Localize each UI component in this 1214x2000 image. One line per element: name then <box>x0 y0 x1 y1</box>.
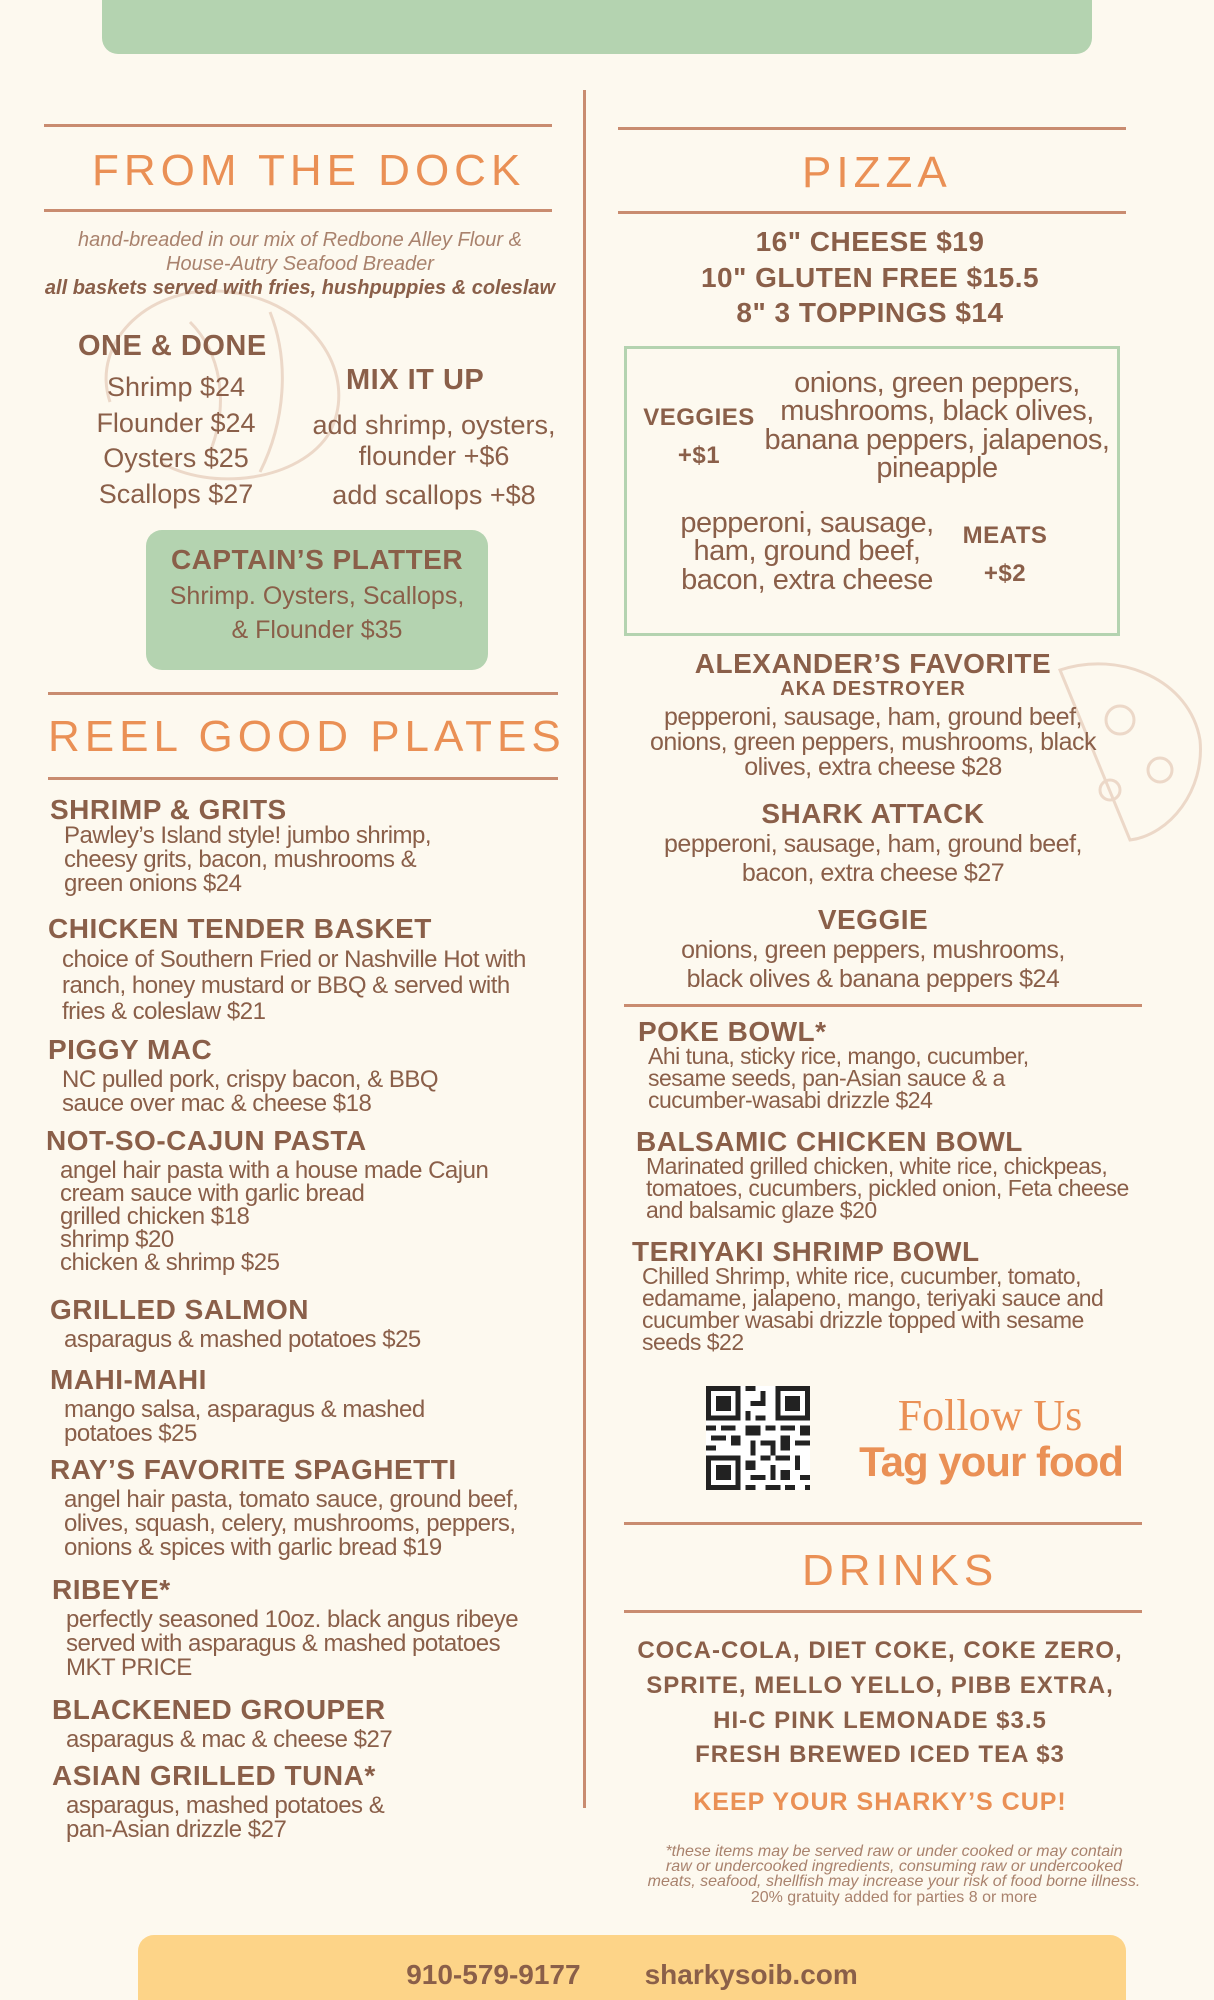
mix-it-up-heading: MIX IT UP <box>346 364 485 396</box>
bowl-line: tomatoes, cucumbers, pickled onion, Feta cheese <box>646 1174 1129 1201</box>
captains-platter-card <box>146 530 488 670</box>
pizza-top-rule <box>618 127 1126 130</box>
item-desc-line: asparagus & mashed potatoes $25 <box>64 1326 421 1353</box>
item-name: NOT-SO-CAJUN PASTA <box>46 1125 367 1156</box>
bowl-line: edamame, jalapeno, mango, teriyaki sauce and <box>642 1284 1104 1311</box>
special-sub: AKA DESTROYER <box>780 678 966 700</box>
disclaimer-line: meats, seafood, shellfish may increase your risk of food borne illness. <box>647 1873 1141 1891</box>
drinks-list <box>610 1634 1150 1773</box>
drinks-line: HI-C PINK LEMONADE $3.5 <box>713 1706 1047 1734</box>
bowl-line: Ahi tuna, sticky rice, mango, cucumber, <box>648 1043 1029 1069</box>
special-line: pepperoni, sausage, ham, ground beef, <box>664 830 1082 858</box>
dock-intro <box>30 228 570 300</box>
bowl-desc <box>638 1043 1029 1113</box>
item-desc <box>46 1157 489 1277</box>
platter-name: CAPTAIN’S PLATTER <box>170 544 464 575</box>
menu-item <box>52 1696 392 1752</box>
item-desc <box>50 1398 425 1446</box>
disclaimer-line: *these items may be served raw or under cooked or may contain <box>665 1843 1123 1860</box>
bowl-desc <box>636 1153 1129 1223</box>
bowl-name: POKE BOWL* <box>638 1016 827 1047</box>
menu-item <box>50 1296 421 1352</box>
item-desc-line: choice of Southern Fried or Nashville Hot with <box>62 946 526 973</box>
drinks-top-rule <box>624 1522 1142 1525</box>
drinks-line: COCA-COLA, DIET COKE, COKE ZERO, <box>637 1637 1123 1664</box>
item-desc-line: green onions $24 <box>64 870 242 897</box>
platter-line: & Flounder $35 <box>231 615 403 644</box>
menu-item <box>48 915 526 1025</box>
pizza-price-line: 8" 3 TOPPINGS $14 <box>736 297 1004 329</box>
dock-intro-line-2: House-Autry Seafood Breader <box>166 253 434 275</box>
item-desc <box>50 824 431 896</box>
list-item: Shrimp $24 <box>106 372 246 402</box>
pizza-prices <box>620 224 1120 331</box>
item-desc-line: asparagus, mashed potatoes & <box>66 1792 385 1819</box>
website-link[interactable]: sharkysoib.com <box>644 1959 858 1990</box>
drinks-bottom-rule <box>624 1610 1142 1613</box>
disclaimer-line: raw or undercooked ingredients, consuming raw or undercooked <box>665 1858 1123 1876</box>
list-item: Oysters $25 <box>103 443 249 474</box>
special-line: onions, green peppers, mushrooms, black <box>649 728 1097 756</box>
special-name: SHARK ATTACK <box>761 798 985 829</box>
phone-number[interactable]: 910-579-9177 <box>406 1959 581 1990</box>
item-desc-line: onions & spices with garlic bread $19 <box>64 1534 442 1561</box>
mix-it-up-line: flounder +$6 <box>358 440 510 471</box>
pizza-title: PIZZA <box>802 148 952 197</box>
item-desc-line: cream sauce with garlic bread <box>60 1180 365 1208</box>
special-line: black olives & banana peppers $24 <box>686 964 1060 993</box>
bowl-line: sesame seeds, pan-Asian sauce & a <box>648 1064 1005 1091</box>
bowl-line: Chilled Shrimp, white rice, cucumber, tomato, <box>642 1263 1081 1289</box>
item-desc-line: served with asparagus & mashed potatoes <box>66 1630 501 1657</box>
item-name: RIBEYE* <box>52 1574 171 1605</box>
item-name: SHRIMP & GRITS <box>50 794 287 825</box>
drinks-title: DRINKS <box>802 1546 999 1595</box>
mix-it-up-list <box>300 410 568 510</box>
item-desc <box>50 1328 421 1352</box>
item-desc-line: grilled chicken $18 <box>60 1203 250 1231</box>
bowl-name: TERIYAKI SHRIMP BOWL <box>632 1236 980 1267</box>
item-desc-line: angel hair pasta with a house made Cajun <box>60 1157 489 1184</box>
item-name: RAY’S FAVORITE SPAGHETTI <box>50 1454 457 1485</box>
item-desc-line: perfectly seasoned 10oz. black angus ribeye <box>66 1606 519 1633</box>
special-line: olives, extra cheese $28 <box>744 753 1002 781</box>
item-desc-line: MKT PRICE <box>66 1654 192 1681</box>
list-item: Flounder $24 <box>96 407 256 438</box>
dock-bottom-rule <box>44 209 552 212</box>
topping-line: ham, ground beef, <box>693 535 921 568</box>
item-desc-line: angel hair pasta, tomato sauce, ground beef, <box>64 1486 519 1513</box>
item-name: PIGGY MAC <box>48 1034 213 1065</box>
item-desc-line: NC pulled pork, crispy bacon, & BBQ <box>62 1066 439 1093</box>
dock-intro-line-1: hand-breaded in our mix of Redbone Alley Flour & <box>78 229 522 251</box>
pizza-price-line: 16" CHEESE $19 <box>755 226 985 257</box>
tag-your-food-text: Tag your food <box>859 1438 1123 1485</box>
dock-intro-line-3: all baskets served with fries, hushpuppies & coleslaw <box>44 277 556 299</box>
column-divider <box>583 90 586 1808</box>
menu-item <box>50 796 431 896</box>
meats-price: +$2 <box>983 560 1027 588</box>
item-desc-line: sauce over mac & cheese $18 <box>62 1090 372 1117</box>
pizza-special <box>630 906 1116 994</box>
menu-item <box>48 1036 438 1116</box>
topping-line: bacon, extra cheese <box>681 563 933 596</box>
plates-bottom-rule <box>48 777 558 780</box>
bowl-item <box>638 1018 1029 1112</box>
item-name: CHICKEN TENDER BASKET <box>48 913 432 944</box>
menu-item <box>46 1125 489 1277</box>
veggies-list <box>763 369 1111 483</box>
platter-desc <box>146 580 488 648</box>
item-name: BLACKENED GROUPER <box>52 1694 386 1725</box>
bowl-item <box>636 1128 1129 1222</box>
follow-us-text: Follow Us <box>897 1391 1083 1440</box>
drinks-line: FRESH BREWED ICED TEA $3 <box>695 1741 1065 1769</box>
item-desc-line: mango salsa, asparagus & mashed <box>64 1396 425 1423</box>
qr-code-icon[interactable] <box>706 1386 810 1490</box>
bowl-line: Marinated grilled chicken, white rice, chickpeas, <box>646 1153 1108 1179</box>
keep-cup-text: KEEP YOUR SHARKY’S CUP! <box>693 1788 1067 1816</box>
topping-line: mushrooms, black olives, <box>780 395 1094 428</box>
item-name: MAHI-MAHI <box>50 1364 207 1395</box>
item-desc <box>52 1794 384 1842</box>
special-name: VEGGIE <box>817 904 929 935</box>
topping-line: banana peppers, jalapenos, <box>764 423 1110 456</box>
plates-top-rule <box>48 692 558 695</box>
bowl-item <box>632 1238 1103 1353</box>
list-item: Scallops $27 <box>98 478 254 509</box>
bowl-desc <box>632 1263 1104 1355</box>
item-desc-line: cheesy grits, bacon, mushrooms & <box>64 846 417 873</box>
special-desc <box>630 705 1116 780</box>
one-and-done-list <box>70 370 282 513</box>
toppings-box <box>624 346 1120 636</box>
bowl-name: BALSAMIC CHICKEN BOWL <box>636 1126 1023 1157</box>
item-desc-line: chicken & shrimp $25 <box>60 1249 280 1277</box>
item-desc-line: potatoes $25 <box>64 1420 197 1447</box>
one-and-done-heading: ONE & DONE <box>78 330 267 362</box>
pizza-special <box>630 800 1116 888</box>
bowl-line: and balsamic glaze $20 <box>646 1196 877 1223</box>
footer-bar <box>138 1935 1126 2000</box>
mix-it-up-line: add scallops +$8 <box>332 479 536 510</box>
veggies-price: +$1 <box>677 442 721 470</box>
item-desc-line: pan-Asian drizzle $27 <box>66 1816 287 1843</box>
menu-item <box>50 1456 518 1560</box>
bowl-line: cucumber wasabi drizzle topped with sesame <box>642 1306 1084 1333</box>
dock-top-rule <box>44 124 552 127</box>
item-desc-line: shrimp $20 <box>60 1226 174 1254</box>
special-desc <box>630 830 1116 888</box>
bowl-line: seeds $22 <box>642 1328 744 1355</box>
menu-item <box>50 1366 425 1446</box>
special-line: bacon, extra cheese $27 <box>741 858 1005 887</box>
menu-item <box>52 1576 518 1680</box>
item-desc-line: Pawley’s Island style! jumbo shrimp, <box>64 822 432 849</box>
pizza-price-line: 10" GLUTEN FREE $15.5 <box>700 261 1040 293</box>
special-name: ALEXANDER’S FAVORITE <box>694 648 1052 679</box>
plates-title: REEL GOOD PLATES <box>48 712 566 761</box>
meats-label: MEATS <box>962 522 1048 549</box>
special-line: onions, green peppers, mushrooms, <box>681 936 1065 964</box>
topping-line: onions, green peppers, <box>794 367 1080 399</box>
veggies-label: VEGGIES <box>643 404 755 431</box>
veggies-tag <box>639 399 759 476</box>
special-desc <box>630 936 1116 994</box>
item-desc <box>50 1488 518 1560</box>
drinks-line: SPRITE, MELLO YELLO, PIBB EXTRA, <box>646 1671 1114 1699</box>
disclaimer <box>596 1844 1192 1905</box>
special-line: pepperoni, sausage, ham, ground beef, <box>664 703 1082 731</box>
dock-title: FROM THE DOCK <box>92 146 526 195</box>
item-name: GRILLED SALMON <box>50 1294 309 1325</box>
pizza-bottom-rule <box>618 211 1126 214</box>
item-desc <box>52 1608 518 1680</box>
item-desc <box>52 1728 392 1752</box>
disclaimer-line: 20% gratuity added for parties 8 or more <box>750 1888 1038 1906</box>
item-desc-line: olives, squash, celery, mushrooms, peppers, <box>64 1510 516 1537</box>
pizza-special <box>630 650 1116 780</box>
item-desc-line: asparagus & mac & cheese $27 <box>66 1726 393 1753</box>
item-name: ASIAN GRILLED TUNA* <box>52 1760 376 1791</box>
platter-line: Shrimp. Oysters, Scallops, <box>169 582 465 610</box>
topping-line: pineapple <box>876 452 998 485</box>
bowl-line: cucumber-wasabi drizzle $24 <box>648 1086 933 1113</box>
meats-list <box>677 509 937 594</box>
item-desc <box>48 1068 438 1116</box>
bowls-top-rule <box>624 1004 1142 1007</box>
mix-it-up-line: add shrimp, oysters, <box>312 410 556 440</box>
menu-item <box>52 1762 384 1842</box>
header-banner <box>102 0 1092 54</box>
meats-tag <box>955 517 1055 594</box>
item-desc-line: ranch, honey mustard or BBQ & served with <box>62 971 510 999</box>
topping-line: pepperoni, sausage, <box>680 507 934 539</box>
item-desc-line: fries & coleslaw $21 <box>62 997 266 1025</box>
item-desc <box>48 947 526 1025</box>
